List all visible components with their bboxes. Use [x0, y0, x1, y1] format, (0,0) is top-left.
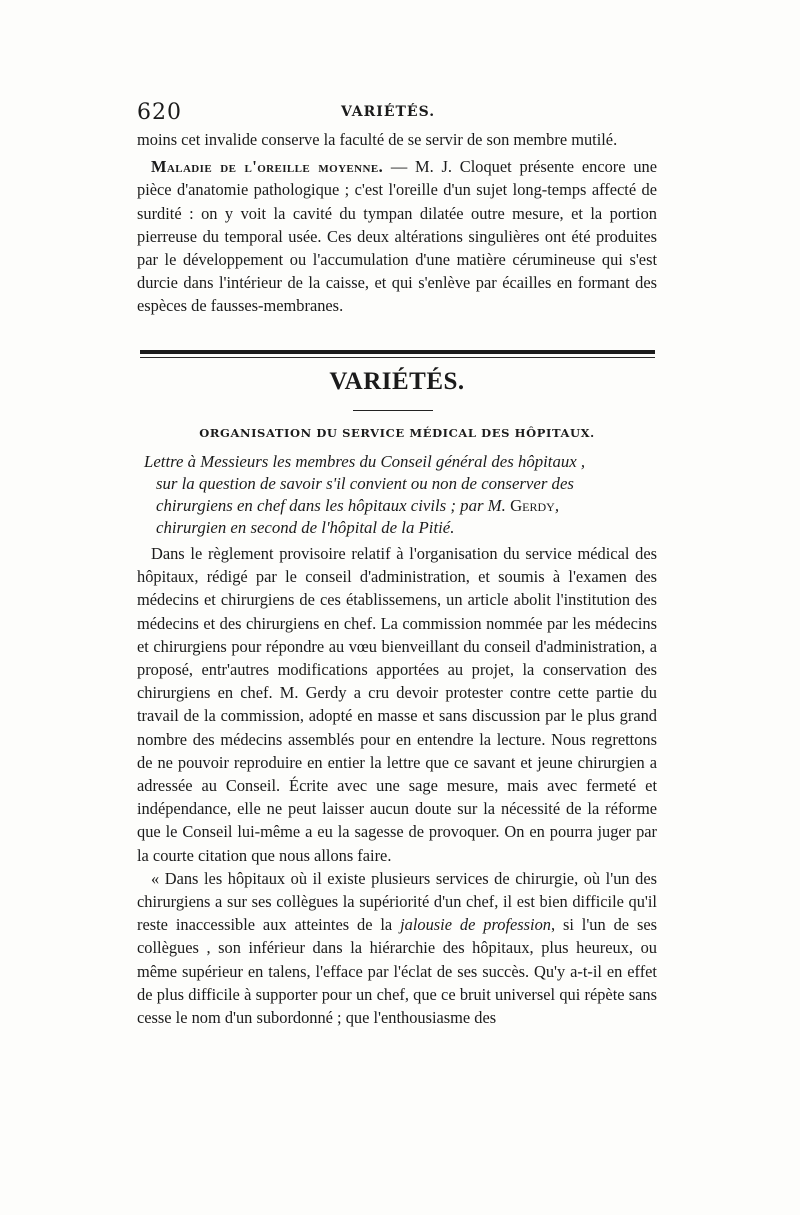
- body-paragraph-2-start: « Dans les hôpitaux où il existe plusieurs services de chirurgie, où l'un des chirurgiens a sur ses collègues la supériorité d'un chef, il est bien difficile qu'il reste inaccessible aux atteintes de la: [137, 868, 657, 935]
- body-paragraph-2: [137, 867, 657, 1029]
- top-text-block: [137, 128, 657, 318]
- body-paragraph-1: Dans le règlement provisoire relatif à l'organisation du service médical des hôpitaux, rédigé par le conseil d'administration, et soumis à l'examen des médecins et chirurgiens de ces établissemens, un article abolit l'institution des médecins et des chirurgiens en chef. La commission nommée par les médecins et chirurgiens pour répondre au vœu bienveillant du conseil d'administration, a proposé, entr'autres modifications apportées au projet, la conservation des chirurgiens en chef. M. Gerdy a cru devoir protester contre cette partie du travail de la commission, adopté en masse et sans discussion par le plus grand nombre des médecins assemblés pour en entendre la lecture. Nous regrettons de ne pouvoir reproduire en entier la lettre que ce savant et jeune chirurgien a adressée au Conseil. Écrite avec une sage mesure, mais avec fermeté et indépendance, elle ne peut laisser aucun doute sur la nécessité de la réforme que le Conseil lui-même a eu la sagesse de provoquer. On en pourra juger par la courte citation que nous allons faire.: [137, 544, 657, 865]
- letter-author: Gerdy: [510, 496, 555, 515]
- running-head: VARIÉTÉS.: [341, 104, 436, 120]
- letter-title-line-2: sur la question de savoir s'il convient ou non de conserver des: [156, 474, 574, 493]
- paragraph-body: — M. J. Cloquet présente encore une pièce d'anatomie pathologique ; c'est l'oreille d'un sujet long-temps affecté de surdité : on y voit la cavité du tympan dilatée outre mesure, et la portion pierreuse du temporal usée. Ces deux altérations singulières ont été produites par le développement ou l'accumulation d'une matière cérumineuse qui s'est durcie dans l'intérieur de la caisse, et qui s'enlève par écailles en formant des espèces de fausses-membranes.: [137, 157, 657, 316]
- section-rule-thin: [140, 357, 655, 358]
- page-header: [137, 100, 657, 126]
- letter-title-line-4: chirurgien en second de l'hôpital de la Pitié.: [156, 518, 455, 537]
- letter-title: [144, 451, 660, 539]
- ear-disease-paragraph: [137, 155, 657, 317]
- letter-title-comma: ,: [554, 496, 560, 515]
- section-title: VARIÉTÉS.: [329, 368, 465, 395]
- main-text-block: [137, 542, 657, 1029]
- title-short-rule: [353, 410, 433, 411]
- page-number: 620: [137, 100, 182, 125]
- body-paragraph-2-italic: jalousie de profession: [400, 915, 551, 935]
- body-paragraph-2-end: , si l'un de ses collègues , son inférieur dans la hiérarchie des hôpitaux, plus heureux, ou même supérieur en talens, l'efface par l'éclat de ses succès. Qu'y a-t-il en effet de plus difficile à supporter pour un chef, que ce bruit universel qui répète sans cesse le nom d'un subordonné ; que l'enthousiasme des: [137, 915, 657, 1028]
- letter-title-line-3: [144, 495, 660, 517]
- section-subtitle: ORGANISATION DU SERVICE MÉDICAL DES HÔPITAUX.: [199, 426, 595, 440]
- section-rule-thick: [140, 350, 655, 354]
- continuation-paragraph: moins cet invalide conserve la faculté de se servir de son membre mutilé.: [137, 130, 618, 149]
- letter-title-line-1: Lettre à Messieurs les membres du Conseil général des hôpitaux ,: [144, 452, 586, 471]
- letter-title-line-3-text: chirurgiens en chef dans les hôpitaux civils ; par M.: [156, 496, 506, 515]
- paragraph-heading: Maladie de l'oreille moyenne.: [151, 157, 384, 177]
